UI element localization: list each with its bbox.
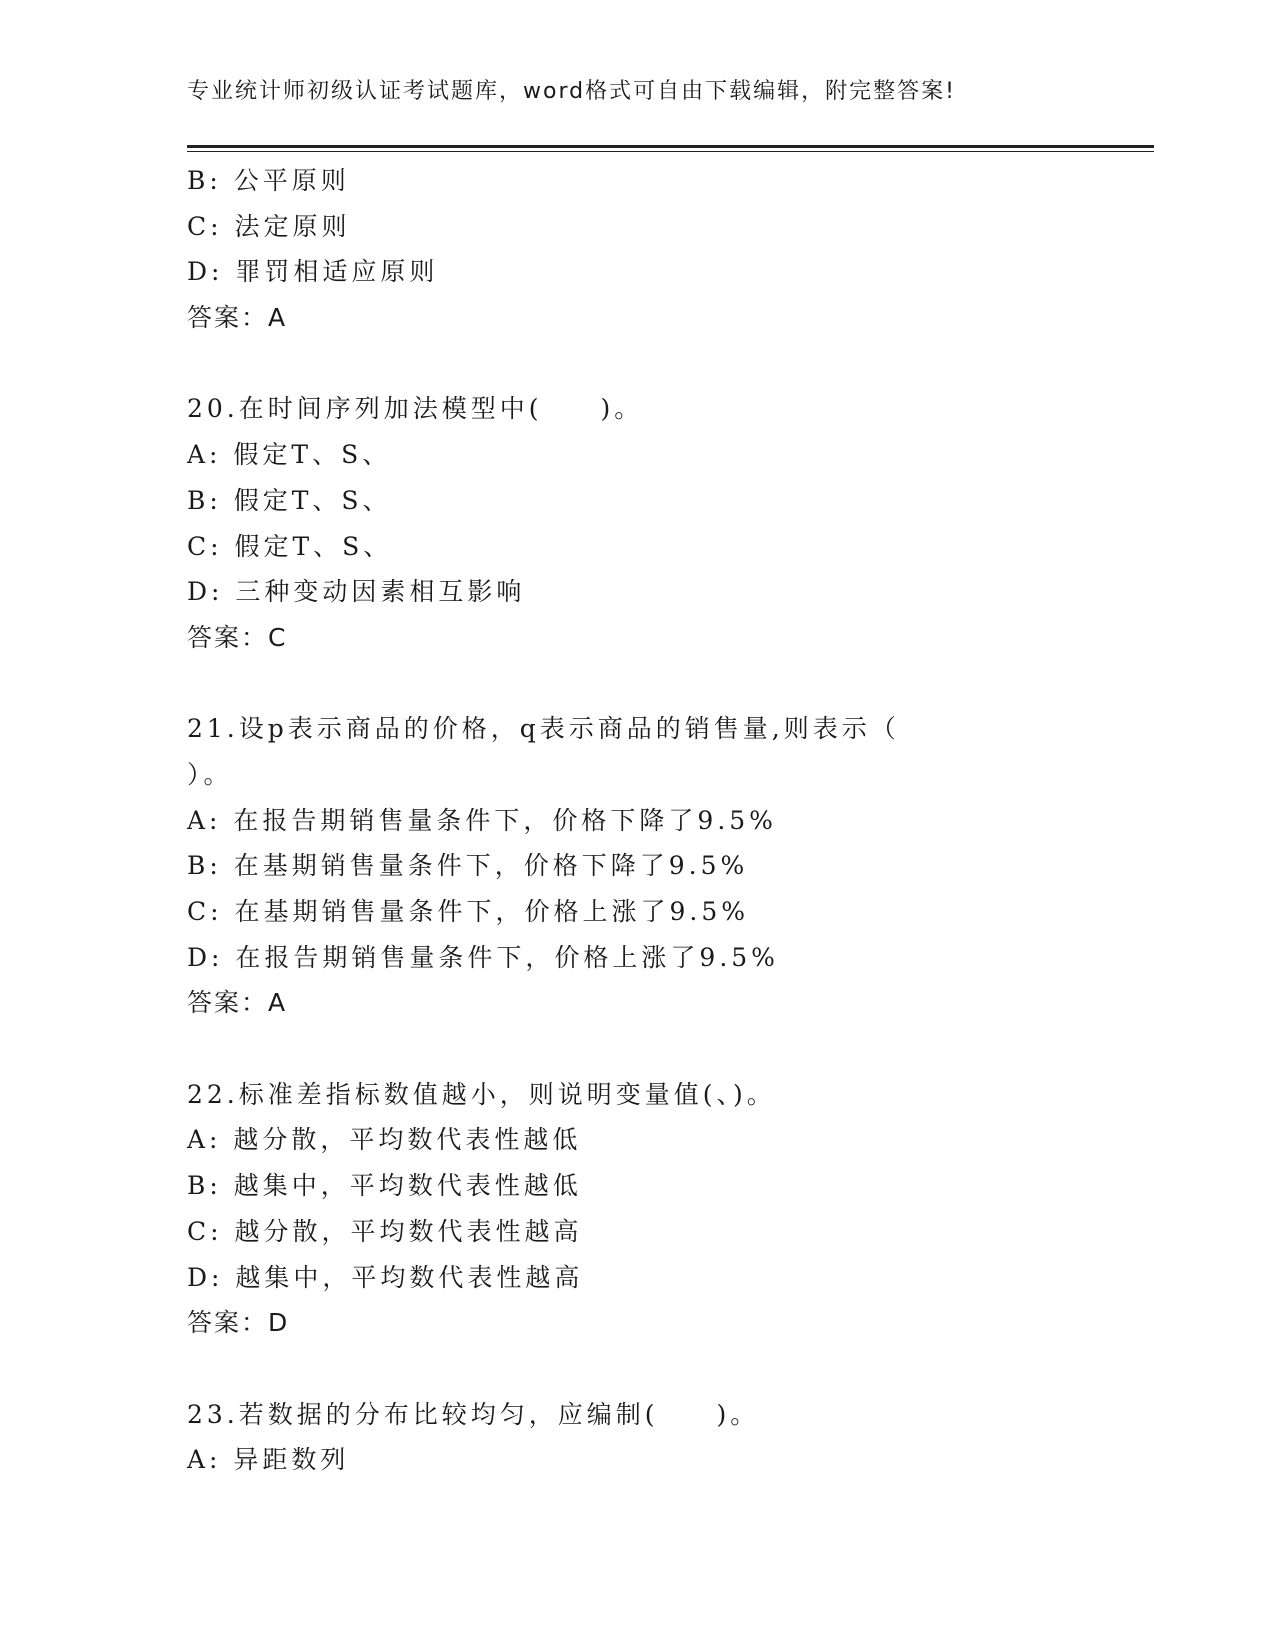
header-rule-thick: [187, 145, 1154, 148]
block-gap: [187, 1026, 1147, 1072]
option-a: A: 越分散，平均数代表性越低: [187, 1125, 582, 1155]
question-text: 23.若数据的分布比较均匀，应编制( )。: [187, 1399, 760, 1429]
answer-line: 答案：D: [187, 1308, 290, 1338]
option-c: C: 越分散，平均数代表性越高: [187, 1216, 583, 1246]
question-text-continued: ）。: [187, 759, 233, 789]
option-b: B: 越集中，平均数代表性越低: [187, 1171, 582, 1201]
question-text: 20.在时间序列加法模型中( )。: [187, 394, 644, 424]
option-d: D: 罪罚相适应原则: [187, 257, 439, 287]
question-block-22: [187, 1072, 1147, 1346]
question-list: [187, 158, 1147, 1483]
block-gap: [187, 341, 1147, 387]
option-d: D: 三种变动因素相互影响: [187, 577, 526, 607]
header-rule-thin: [187, 151, 1154, 152]
question-text: 22.标准差指标数值越小，则说明变量值(、)。: [187, 1079, 776, 1109]
question-block-23: [187, 1392, 1147, 1483]
option-d: D: 在报告期销售量条件下，价格上涨了9.5%: [187, 942, 779, 972]
question-block-19: [187, 158, 1147, 341]
question-block-20: [187, 386, 1147, 660]
option-a: A: 异距数列: [187, 1445, 350, 1475]
block-gap: [187, 1346, 1147, 1392]
option-b: B: 在基期销售量条件下，价格下降了9.5%: [187, 851, 749, 881]
option-c: C: 假定T、S、: [187, 531, 393, 561]
option-a: A: 在报告期销售量条件下，价格下降了9.5%: [187, 805, 777, 835]
question-block-21: [187, 706, 1147, 1026]
option-b: B: 假定T、S、: [187, 485, 392, 515]
block-gap: [187, 661, 1147, 707]
option-a: A: 假定T、S、: [187, 440, 392, 470]
option-c: C: 法定原则: [187, 211, 351, 241]
option-c: C: 在基期销售量条件下，价格上涨了9.5%: [187, 897, 750, 926]
option-d: D: 越集中，平均数代表性越高: [187, 1262, 584, 1292]
answer-line: 答案：A: [187, 988, 288, 1018]
answer-line: 答案：A: [187, 303, 288, 333]
question-text: 21.设p表示商品的价格，q表示商品的销售量,则表示（: [187, 714, 900, 744]
page-header: 专业统计师初级认证考试题库，word格式可自由下载编辑，附完整答案!: [187, 79, 956, 104]
option-b: B: 公平原则: [187, 166, 350, 195]
answer-line: 答案：C: [187, 622, 288, 652]
